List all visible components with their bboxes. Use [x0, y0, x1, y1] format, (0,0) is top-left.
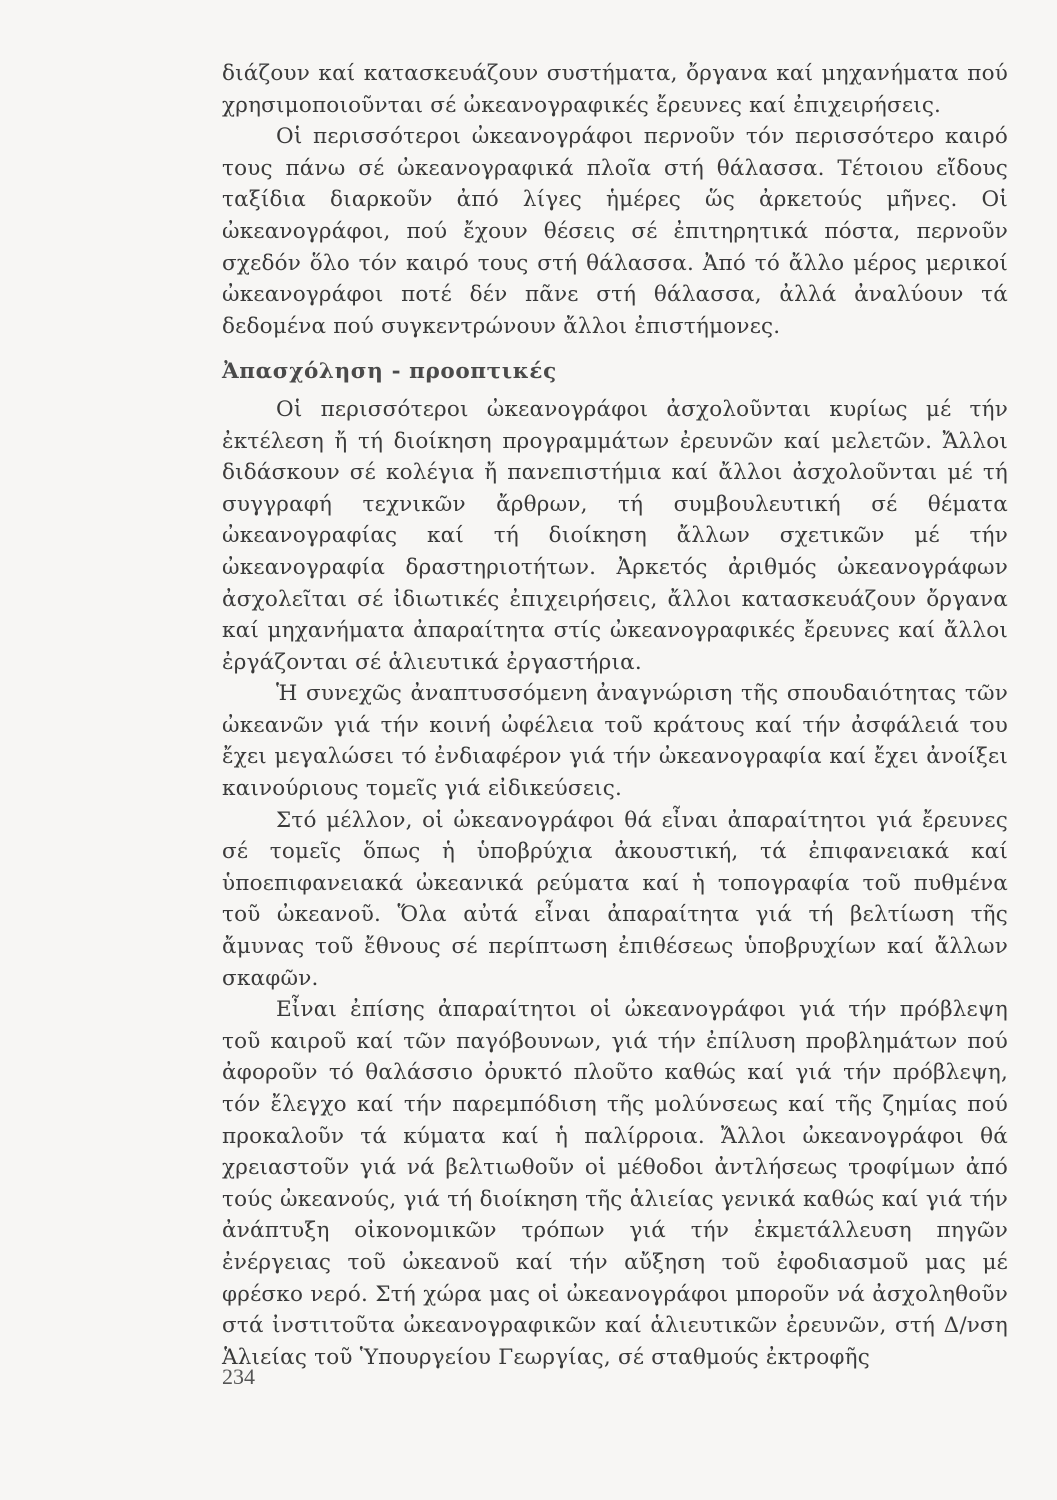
paragraph-continuation: διάζουν καί κατασκευάζουν συστήματα, ὄργανα καί μηχανήματα πού χρησιμοποιοῦνται σέ ὠκεανογραφικές ἔρευνες καί ἐπιχειρήσεις.	[222, 61, 1008, 118]
page-number: 234	[222, 1364, 255, 1389]
paragraph-also-needed: Εἶναι ἐπίσης ἀπαραίτητοι οἱ ὠκεανογράφοι γιά τήν πρόβλεψη τοῦ καιροῦ καί τῶν παγόβουνων, γιά τήν ἐπίλυση προβλημάτων πού ἀφοροῦν τό θαλάσσιο ὀρυκτό πλοῦτο καθώς καί γιά τήν πρόβλεψη, τόν ἔλεγχο καί τήν παρεμπόδιση τῆς μολύνσεως καί τῆς ζημίας πού προκαλοῦν τά κύματα καί ἡ παλίρροια. Ἄλλοι ὠκεανογράφοι θά χρειαστοῦν γιά νά βελτιωθοῦν οἱ μέθοδοι ἀντλήσεως τροφίμων ἀπό τούς ὠκεανούς, γιά τή διοίκηση τῆς ἁλιείας γενικά καθώς καί γιά τήν ἀνάπτυξη οἰκονομικῶν τρόπων γιά τήν ἐκμετάλλευση πηγῶν ἐνέργειας τοῦ ὠκεανοῦ καί τήν αὔξηση τοῦ ἐφοδιασμοῦ μας μέ φρέσκο νερό. Στή χώρα μας οἱ ὠκεανογράφοι μποροῦν νά ἀσχοληθοῦν στά ἰνστιτοῦτα ὠκεανογραφικῶν καί ἁλιευτικῶν ἐρευνῶν, στή Δ/νση Ἁλιείας τοῦ Ὑπουργείου Γεωργίας, σέ σταθμούς ἐκτροφῆς	[222, 997, 1008, 1370]
paragraph-ship-time: Οἱ περισσότεροι ὠκεανογράφοι περνοῦν τόν περισσότερο καιρό τους πάνω σέ ὠκεανογραφικά πλοῖα στή θάλασσα. Τέτοιου εἴδους ταξίδια διαρκοῦν ἀπό λίγες ἡμέρες ὥς ἀρκετούς μῆνες. Οἱ ὠκεανογράφοι, πού ἔχουν θέσεις σέ ἐπιτηρητικά πόστα, περνοῦν σχεδόν ὅλο τόν καιρό τους στή θάλασσα. Ἀπό τό ἄλλο μέρος μερικοί ὠκεανογράφοι ποτέ δέν πᾶνε στή θάλασσα, ἀλλά ἀναλύουν τά δεδομένα πού συγκεντρώνουν ἄλλοι ἐπιστήμονες.	[222, 124, 1008, 339]
paragraph-future: Στό μέλλον, οἱ ὠκεανογράφοι θά εἶναι ἀπαραίτητοι γιά ἔρευνες σέ τομεῖς ὅπως ἡ ὑποβρύχια ἀκουστική, τά ἐπιφανειακά καί ὑποεπιφανειακά ὠκεανικά ρεύματα καί ἡ τοπογραφία τοῦ πυθμένα τοῦ ὠκεανοῦ. Ὅλα αὐτά εἶναι ἀπαραίτητα γιά τή βελτίωση τῆς ἄμυνας τοῦ ἔθνους σέ περίπτωση ἐπιθέσεως ὑποβρυχίων καί ἄλλων σκαφῶν.	[222, 807, 1008, 991]
page-body	[222, 58, 1008, 1373]
paragraph-recognition: Ἡ συνεχῶς ἀναπτυσσόμενη ἀναγνώριση τῆς σπουδαιότητας τῶν ὠκεανῶν γιά τήν κοινή ὠφέλεια τοῦ κράτους καί τήν ἀσφάλειά του ἔχει μεγαλώσει τό ἐνδιαφέρον γιά τήν ὠκεανογραφία καί ἔχει ἀνοίξει καινούριους τομεῖς γιά εἰδικεύσεις.	[222, 681, 1008, 802]
paragraph-employment: Οἱ περισσότεροι ὠκεανογράφοι ἀσχολοῦνται κυρίως μέ τήν ἐκτέλεση ἤ τή διοίκηση προγραμμάτων ἐρευνῶν καί μελετῶν. Ἄλλοι διδάσκουν σέ κολέγια ἤ πανεπιστήμια καί ἄλλοι ἀσχολοῦνται μέ τή συγγραφή τεχνικῶν ἄρθρων, τή συμβουλευτική σέ θέματα ὠκεανογραφίας καί τή διοίκηση ἄλλων σχετικῶν μέ τήν ὠκεανογραφία δραστηριοτήτων. Ἀρκετός ἀριθμός ὠκεανογράφων ἀσχολεῖται σέ ἰδιωτικές ἐπιχειρήσεις, ἄλλοι κατασκευάζουν ὄργανα καί μηχανήματα ἀπαραίτητα στίς ὠκεανογραφικές ἔρευνες καί ἄλλοι ἐργάζονται σέ ἁλιευτικά ἐργαστήρια.	[222, 396, 1008, 675]
section-heading: Ἀπασχόληση - προοπτικές	[222, 359, 557, 385]
